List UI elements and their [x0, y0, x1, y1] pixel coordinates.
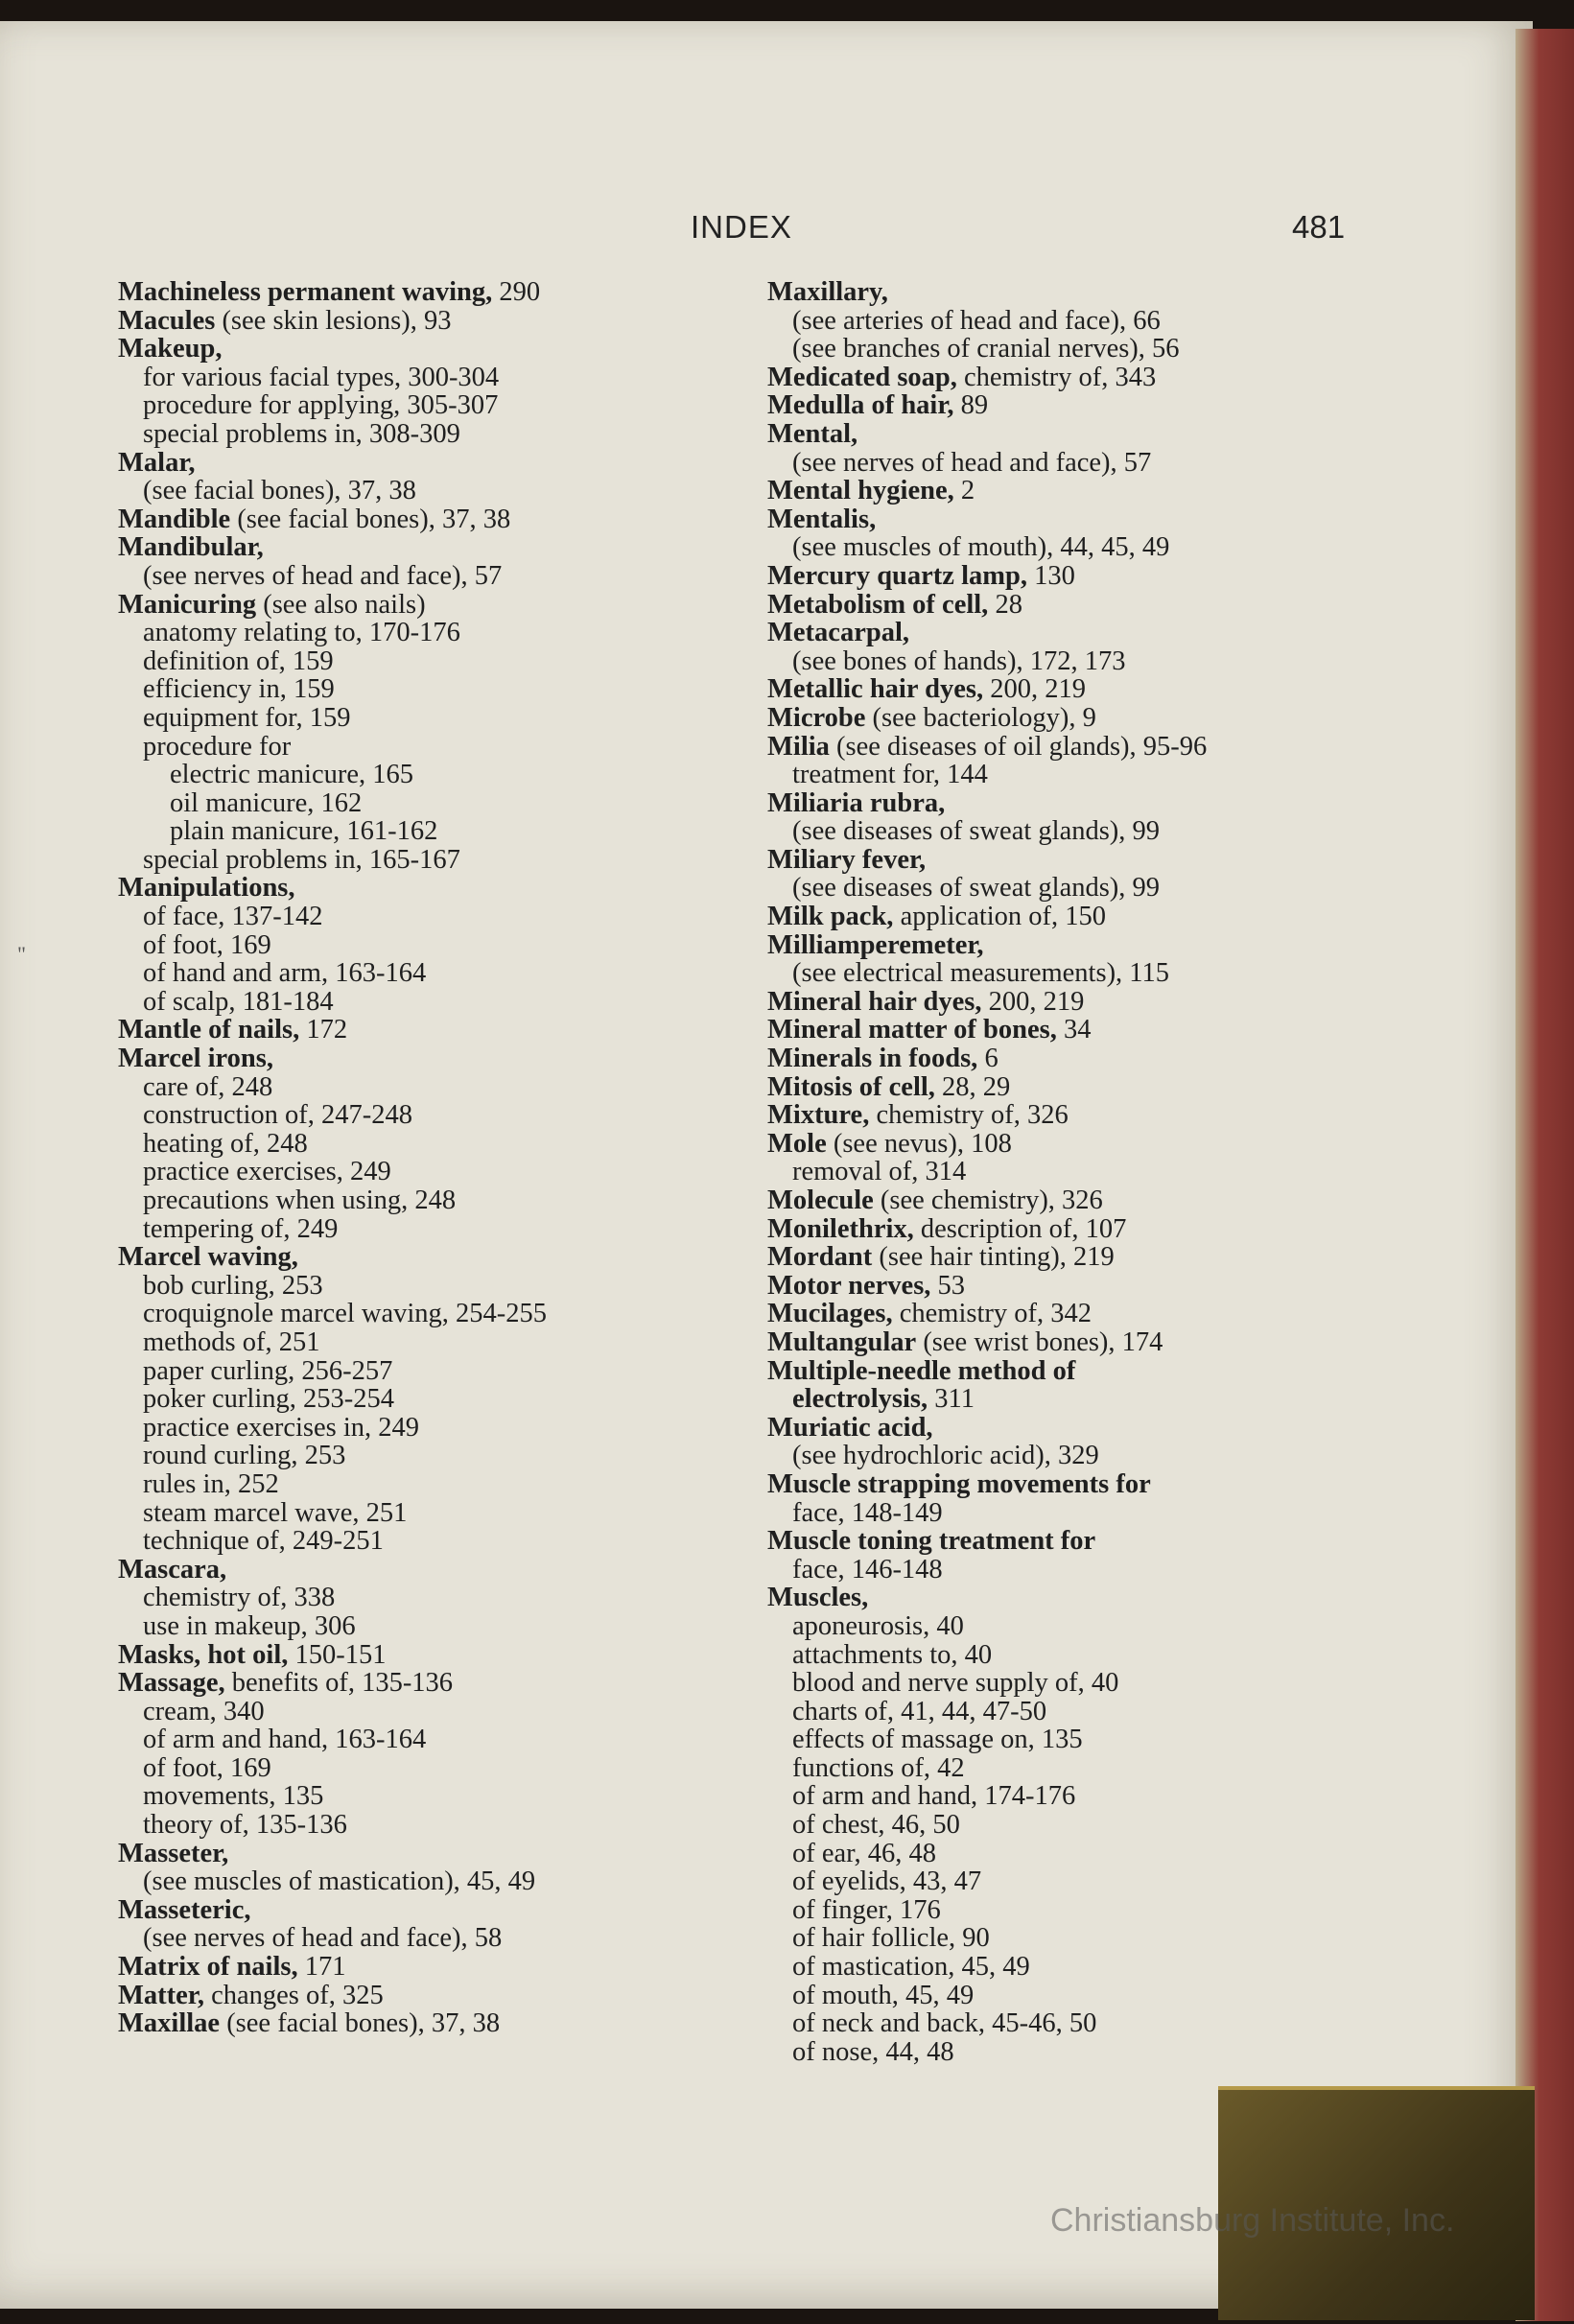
- index-text: (see electrical measurements), 115: [792, 958, 1170, 989]
- index-entry: [767, 959, 1362, 988]
- index-heading: Mental,: [767, 418, 858, 449]
- index-entry: [118, 364, 732, 392]
- index-text: (see nerves of head and face), 57: [143, 560, 503, 591]
- index-text: cream, 340: [143, 1696, 265, 1726]
- index-entry: [118, 959, 732, 988]
- index-text: practice exercises in, 249: [143, 1412, 420, 1443]
- index-heading: Mineral matter of bones,: [767, 1015, 1057, 1045]
- index-entry: [118, 1414, 732, 1443]
- index-heading: Malar,: [118, 447, 196, 478]
- index-text: 34: [1056, 1015, 1092, 1045]
- index-heading: Medulla of hair,: [767, 390, 954, 421]
- index-text: aponeurosis, 40: [792, 1610, 964, 1641]
- index-text: blood and nerve supply of, 40: [792, 1668, 1119, 1699]
- index-text: (see diseases of sweat glands), 99: [792, 816, 1161, 847]
- index-entry: [767, 505, 1362, 534]
- index-entry: [118, 1499, 732, 1528]
- index-entry: [767, 420, 1362, 449]
- index-text: of scalp, 181-184: [143, 986, 334, 1017]
- index-entry: [767, 1754, 1362, 1783]
- index-entry: [767, 477, 1362, 505]
- index-entry: [767, 2009, 1362, 2038]
- index-text: (see skin lesions), 93: [215, 305, 452, 336]
- index-entry: [767, 1328, 1362, 1357]
- index-entry: [767, 533, 1362, 562]
- book-page: [0, 21, 1533, 2309]
- index-entry: [767, 1840, 1362, 1868]
- page-title: INDEX: [691, 209, 792, 245]
- index-text: of hair follicle, 90: [792, 1923, 990, 1954]
- index-heading: Metacarpal,: [767, 618, 909, 648]
- index-entry: [767, 1215, 1362, 1244]
- index-text: heating of, 248: [143, 1128, 308, 1159]
- index-entry: [767, 988, 1362, 1017]
- index-entry: [767, 1130, 1362, 1159]
- index-entry: [118, 1215, 732, 1244]
- index-entry: [767, 391, 1362, 420]
- index-entry: [118, 1357, 732, 1386]
- index-text: special problems in, 308-309: [143, 418, 460, 449]
- index-heading: Miliary fever,: [767, 844, 927, 875]
- index-heading: Muscle strapping movements for: [767, 1468, 1151, 1499]
- index-entry: [118, 1811, 732, 1840]
- index-entry: [118, 619, 732, 647]
- index-entry: [767, 704, 1362, 733]
- index-entry: [118, 1101, 732, 1130]
- index-heading: Microbe: [767, 702, 866, 733]
- index-text: steam marcel wave, 251: [143, 1497, 408, 1528]
- index-entry: [118, 761, 732, 789]
- index-text: of mouth, 45, 49: [792, 1980, 975, 2010]
- index-text: oil manicure, 162: [170, 787, 363, 818]
- index-entry: [767, 364, 1362, 392]
- index-entry: [118, 1556, 732, 1585]
- index-text: attachments to, 40: [792, 1639, 993, 1670]
- index-entry: [118, 1527, 732, 1556]
- index-text: (see hair tinting), 219: [872, 1242, 1115, 1273]
- index-text: functions of, 42: [792, 1752, 965, 1783]
- index-text: (see facial bones), 37, 38: [220, 2008, 501, 2039]
- index-heading: Masseteric,: [118, 1894, 251, 1925]
- index-text: 150-151: [288, 1639, 387, 1670]
- index-heading: Mandibular,: [118, 532, 264, 563]
- index-text: 200, 219: [983, 674, 1086, 705]
- index-text: definition of, 159: [143, 646, 334, 676]
- index-entry: [118, 2009, 732, 2038]
- index-entry: [118, 1300, 732, 1328]
- index-entry: [118, 1840, 732, 1868]
- index-heading: Monilethrix,: [767, 1213, 914, 1244]
- index-entry: [118, 874, 732, 903]
- index-entry: [767, 1896, 1362, 1925]
- watermark: Christiansburg Institute, Inc.: [1050, 2202, 1455, 2239]
- index-entry: [767, 1243, 1362, 1272]
- index-entry: [118, 846, 732, 875]
- index-heading: Mandible: [118, 504, 231, 534]
- index-text: precautions when using, 248: [143, 1185, 457, 1215]
- index-text: face, 148-149: [792, 1497, 943, 1528]
- index-text: (see muscles of mastication), 45, 49: [143, 1866, 536, 1897]
- index-text: bob curling, 253: [143, 1270, 323, 1301]
- index-heading: Macules: [118, 305, 216, 336]
- index-text: paper curling, 256-257: [143, 1355, 393, 1386]
- index-text: construction of, 247-248: [143, 1100, 412, 1131]
- index-text: of ear, 46, 48: [792, 1838, 937, 1868]
- page-header: [0, 209, 1533, 257]
- index-entry: [118, 1612, 732, 1641]
- index-entry: [118, 817, 732, 846]
- index-heading: Milia: [767, 731, 830, 762]
- index-entry: [767, 1811, 1362, 1840]
- index-entry: [118, 1016, 732, 1045]
- index-text: (see wrist bones), 174: [916, 1326, 1163, 1357]
- index-heading: Mental hygiene,: [767, 476, 954, 506]
- index-heading: electrolysis,: [792, 1384, 928, 1415]
- index-text: application of, 150: [893, 902, 1107, 932]
- index-entry: [118, 391, 732, 420]
- index-heading: Motor nerves,: [767, 1270, 931, 1301]
- index-text: treatment for, 144: [792, 760, 988, 790]
- index-entry: [118, 505, 732, 534]
- index-text: of neck and back, 45-46, 50: [792, 2008, 1097, 2039]
- index-heading: Milliamperemeter,: [767, 929, 984, 960]
- index-text: croquignole marcel waving, 254-255: [143, 1299, 548, 1329]
- index-entry: [767, 1527, 1362, 1556]
- index-entry: [118, 449, 732, 478]
- book-spine: [1515, 29, 1574, 2321]
- index-text: 53: [930, 1270, 966, 1301]
- index-heading: Multangular: [767, 1326, 917, 1357]
- index-entry: [767, 1924, 1362, 1953]
- index-text: 28: [988, 589, 1022, 620]
- index-entry: [118, 591, 732, 620]
- index-heading: Minerals in foods,: [767, 1044, 978, 1074]
- index-entry: [118, 1470, 732, 1499]
- index-entry: [767, 1556, 1362, 1585]
- index-entry: [118, 1243, 732, 1272]
- index-text: 130: [1026, 560, 1075, 591]
- index-text: face, 146-148: [792, 1554, 943, 1585]
- index-heading: Mantle of nails,: [118, 1015, 300, 1045]
- index-entry: [118, 704, 732, 733]
- index-text: (see bones of hands), 172, 173: [792, 646, 1126, 676]
- index-entry: [767, 1782, 1362, 1811]
- index-entry: [767, 1158, 1362, 1186]
- index-entry: [118, 1641, 732, 1670]
- index-entry: [767, 1357, 1362, 1386]
- index-heading: Mordant: [767, 1242, 873, 1273]
- index-text: procedure for applying, 305-307: [143, 390, 499, 421]
- index-heading: Muscle toning treatment for: [767, 1526, 1096, 1557]
- index-entry: [118, 1725, 732, 1754]
- index-heading: Masseter,: [118, 1838, 229, 1868]
- index-entry: [118, 1698, 732, 1726]
- page-number: 481: [1292, 209, 1346, 245]
- index-entry: [767, 733, 1362, 762]
- index-heading: Matter,: [118, 1980, 204, 2010]
- index-text: (see hydrochloric acid), 329: [792, 1441, 1099, 1471]
- index-entry: [767, 591, 1362, 620]
- index-entry: [118, 1953, 732, 1982]
- index-heading: Mercury quartz lamp,: [767, 560, 1027, 591]
- index-entry: [767, 2038, 1362, 2067]
- index-entry: [767, 1442, 1362, 1470]
- index-heading: Massage,: [118, 1668, 225, 1699]
- index-text: 172: [299, 1015, 348, 1045]
- index-heading: Metabolism of cell,: [767, 589, 989, 620]
- index-heading: Multiple-needle method of: [767, 1355, 1076, 1386]
- index-entry: [118, 1130, 732, 1159]
- index-text: special problems in, 165-167: [143, 844, 460, 875]
- index-text: chemistry of, 343: [956, 362, 1157, 392]
- index-text: of hand and arm, 163-164: [143, 958, 427, 989]
- index-text: poker curling, 253-254: [143, 1384, 394, 1415]
- index-heading: Mitosis of cell,: [767, 1071, 935, 1102]
- index-entry: [767, 562, 1362, 591]
- index-text: (see also nails): [256, 589, 426, 620]
- index-heading: Marcel waving,: [118, 1242, 298, 1273]
- index-entry: [767, 1101, 1362, 1130]
- index-entry: [767, 1867, 1362, 1896]
- index-text: theory of, 135-136: [143, 1810, 347, 1841]
- index-entry: [767, 761, 1362, 789]
- index-entry: [767, 1016, 1362, 1045]
- index-entry: [767, 449, 1362, 478]
- index-text: (see arteries of head and face), 66: [792, 305, 1161, 336]
- index-entry: [767, 1725, 1362, 1754]
- index-entry: [118, 675, 732, 704]
- index-text: effects of massage on, 135: [792, 1725, 1083, 1755]
- index-text: benefits of, 135-136: [224, 1668, 454, 1699]
- index-heading: Makeup,: [118, 334, 223, 364]
- index-entry: [767, 1698, 1362, 1726]
- index-entry: [118, 903, 732, 931]
- index-entry: [118, 931, 732, 960]
- index-text: chemistry of, 342: [892, 1299, 1092, 1329]
- index-entry: [118, 1754, 732, 1783]
- index-heading: Marcel irons,: [118, 1044, 273, 1074]
- index-entry: [118, 1158, 732, 1186]
- index-heading: Metallic hair dyes,: [767, 674, 984, 705]
- index-entry: [767, 931, 1362, 960]
- index-entry: [118, 477, 732, 505]
- index-text: 200, 219: [981, 986, 1085, 1017]
- index-text: of arm and hand, 174-176: [792, 1781, 1076, 1812]
- index-text: procedure for: [143, 731, 292, 762]
- index-entry: [767, 903, 1362, 931]
- index-entry: [118, 533, 732, 562]
- index-entry: [767, 817, 1362, 846]
- index-text: chemistry of, 326: [869, 1100, 1069, 1131]
- index-text: of nose, 44, 48: [792, 2036, 954, 2067]
- index-text: efficiency in, 159: [143, 674, 335, 705]
- index-text: tempering of, 249: [143, 1213, 339, 1244]
- index-text: methods of, 251: [143, 1326, 320, 1357]
- index-entry: [767, 1953, 1362, 1982]
- index-heading: Machineless permanent waving,: [118, 277, 493, 307]
- index-entry: [767, 1499, 1362, 1528]
- index-entry: [118, 1186, 732, 1215]
- index-text: technique of, 249-251: [143, 1526, 384, 1557]
- index-entry: [118, 1669, 732, 1698]
- index-heading: Medicated soap,: [767, 362, 957, 392]
- index-entry: [118, 733, 732, 762]
- index-entry: [767, 1186, 1362, 1215]
- index-text: description of, 107: [913, 1213, 1127, 1244]
- index-text: of mastication, 45, 49: [792, 1952, 1030, 1983]
- margin-mark: ": [17, 942, 26, 966]
- index-text: of chest, 46, 50: [792, 1810, 960, 1841]
- index-text: of arm and hand, 163-164: [143, 1725, 427, 1755]
- index-entry: [118, 1782, 732, 1811]
- index-entry: [767, 1045, 1362, 1073]
- index-text: 89: [953, 390, 989, 421]
- index-text: removal of, 314: [792, 1157, 967, 1187]
- index-entry: [118, 1385, 732, 1414]
- index-heading: Miliaria rubra,: [767, 787, 946, 818]
- index-entry: [767, 789, 1362, 818]
- index-entry: [767, 1612, 1362, 1641]
- index-entry: [767, 1300, 1362, 1328]
- index-heading: Manicuring: [118, 589, 257, 620]
- index-text: equipment for, 159: [143, 702, 351, 733]
- index-entry: [767, 647, 1362, 676]
- index-heading: Mixture,: [767, 1100, 870, 1131]
- index-entry: [118, 420, 732, 449]
- index-heading: Manipulations,: [118, 873, 295, 904]
- index-heading: Muriatic acid,: [767, 1412, 933, 1443]
- index-text: electric manicure, 165: [170, 760, 413, 790]
- index-entry: [767, 846, 1362, 875]
- index-text: for various facial types, 300-304: [143, 362, 500, 392]
- index-text: (see muscles of mouth), 44, 45, 49: [792, 532, 1170, 563]
- index-entry: [767, 1584, 1362, 1612]
- index-entry: [767, 874, 1362, 903]
- index-entry: [118, 1584, 732, 1612]
- index-heading: Maxillary,: [767, 277, 888, 307]
- index-entry: [118, 562, 732, 591]
- index-text: use in makeup, 306: [143, 1610, 356, 1641]
- index-entry: [767, 1414, 1362, 1443]
- index-entry: [118, 988, 732, 1017]
- index-column-left: [118, 278, 732, 2038]
- index-text: care of, 248: [143, 1071, 273, 1102]
- index-text: 290: [492, 277, 541, 307]
- index-text: chemistry of, 338: [143, 1583, 336, 1613]
- index-entry: [118, 1924, 732, 1953]
- index-text: rules in, 252: [143, 1468, 279, 1499]
- index-text: of foot, 169: [143, 1752, 271, 1783]
- index-text: 28, 29: [934, 1071, 1011, 1102]
- index-text: (see nerves of head and face), 58: [143, 1923, 503, 1954]
- index-heading: Mineral hair dyes,: [767, 986, 982, 1017]
- index-text: 311: [928, 1384, 975, 1415]
- index-entry: [118, 307, 732, 336]
- index-text: 171: [297, 1952, 346, 1983]
- index-entry: [118, 1272, 732, 1301]
- index-entry: [118, 789, 732, 818]
- index-text: (see nevus), 108: [826, 1128, 1012, 1159]
- index-entry: [767, 1073, 1362, 1102]
- index-heading: Muscles,: [767, 1583, 869, 1613]
- index-heading: Milk pack,: [767, 902, 894, 932]
- index-heading: Matrix of nails,: [118, 1952, 298, 1983]
- index-text: round curling, 253: [143, 1441, 346, 1471]
- index-entry: [118, 1073, 732, 1102]
- index-text: of foot, 169: [143, 929, 271, 960]
- index-text: (see facial bones), 37, 38: [143, 476, 416, 506]
- index-entry: [767, 278, 1362, 307]
- index-heading: Masks, hot oil,: [118, 1639, 289, 1670]
- index-entry: [118, 1045, 732, 1073]
- index-text: movements, 135: [143, 1781, 324, 1812]
- index-text: practice exercises, 249: [143, 1157, 391, 1187]
- index-text: 6: [977, 1044, 998, 1074]
- index-text: (see diseases of oil glands), 95-96: [829, 731, 1208, 762]
- index-text: (see facial bones), 37, 38: [230, 504, 511, 534]
- index-entry: [118, 1442, 732, 1470]
- index-text: of face, 137-142: [143, 902, 323, 932]
- index-heading: Mentalis,: [767, 504, 877, 534]
- index-text: (see chemistry), 326: [873, 1185, 1103, 1215]
- index-text: changes of, 325: [203, 1980, 384, 2010]
- index-entry: [767, 1272, 1362, 1301]
- index-entry: [118, 647, 732, 676]
- index-text: plain manicure, 161-162: [170, 816, 438, 847]
- index-heading: Maxillae: [118, 2008, 221, 2039]
- index-entry: [767, 1982, 1362, 2010]
- index-heading: Molecule: [767, 1185, 874, 1215]
- index-entry: [767, 619, 1362, 647]
- index-entry: [118, 335, 732, 364]
- index-entry: [118, 1982, 732, 2010]
- index-text: of eyelids, 43, 47: [792, 1866, 982, 1897]
- index-heading: Mole: [767, 1128, 827, 1159]
- index-entry: [767, 307, 1362, 336]
- index-entry: [767, 675, 1362, 704]
- index-column-right: [767, 278, 1362, 2066]
- index-entry: [767, 1470, 1362, 1499]
- index-entry: [118, 1896, 732, 1925]
- index-text: anatomy relating to, 170-176: [143, 618, 460, 648]
- index-entry: [767, 1669, 1362, 1698]
- index-heading: Mascara,: [118, 1554, 227, 1585]
- index-text: (see diseases of sweat glands), 99: [792, 873, 1161, 904]
- index-text: (see branches of cranial nerves), 56: [792, 334, 1180, 364]
- index-text: charts of, 41, 44, 47-50: [792, 1696, 1047, 1726]
- index-text: (see nerves of head and face), 57: [792, 447, 1152, 478]
- index-entry: [767, 335, 1362, 364]
- index-entry: [767, 1385, 1362, 1414]
- index-entry: [118, 278, 732, 307]
- index-entry: [118, 1867, 732, 1896]
- index-entry: [118, 1328, 732, 1357]
- index-text: 2: [953, 476, 975, 506]
- index-entry: [767, 1641, 1362, 1670]
- index-text: of finger, 176: [792, 1894, 941, 1925]
- index-text: (see bacteriology), 9: [865, 702, 1096, 733]
- index-heading: Mucilages,: [767, 1299, 893, 1329]
